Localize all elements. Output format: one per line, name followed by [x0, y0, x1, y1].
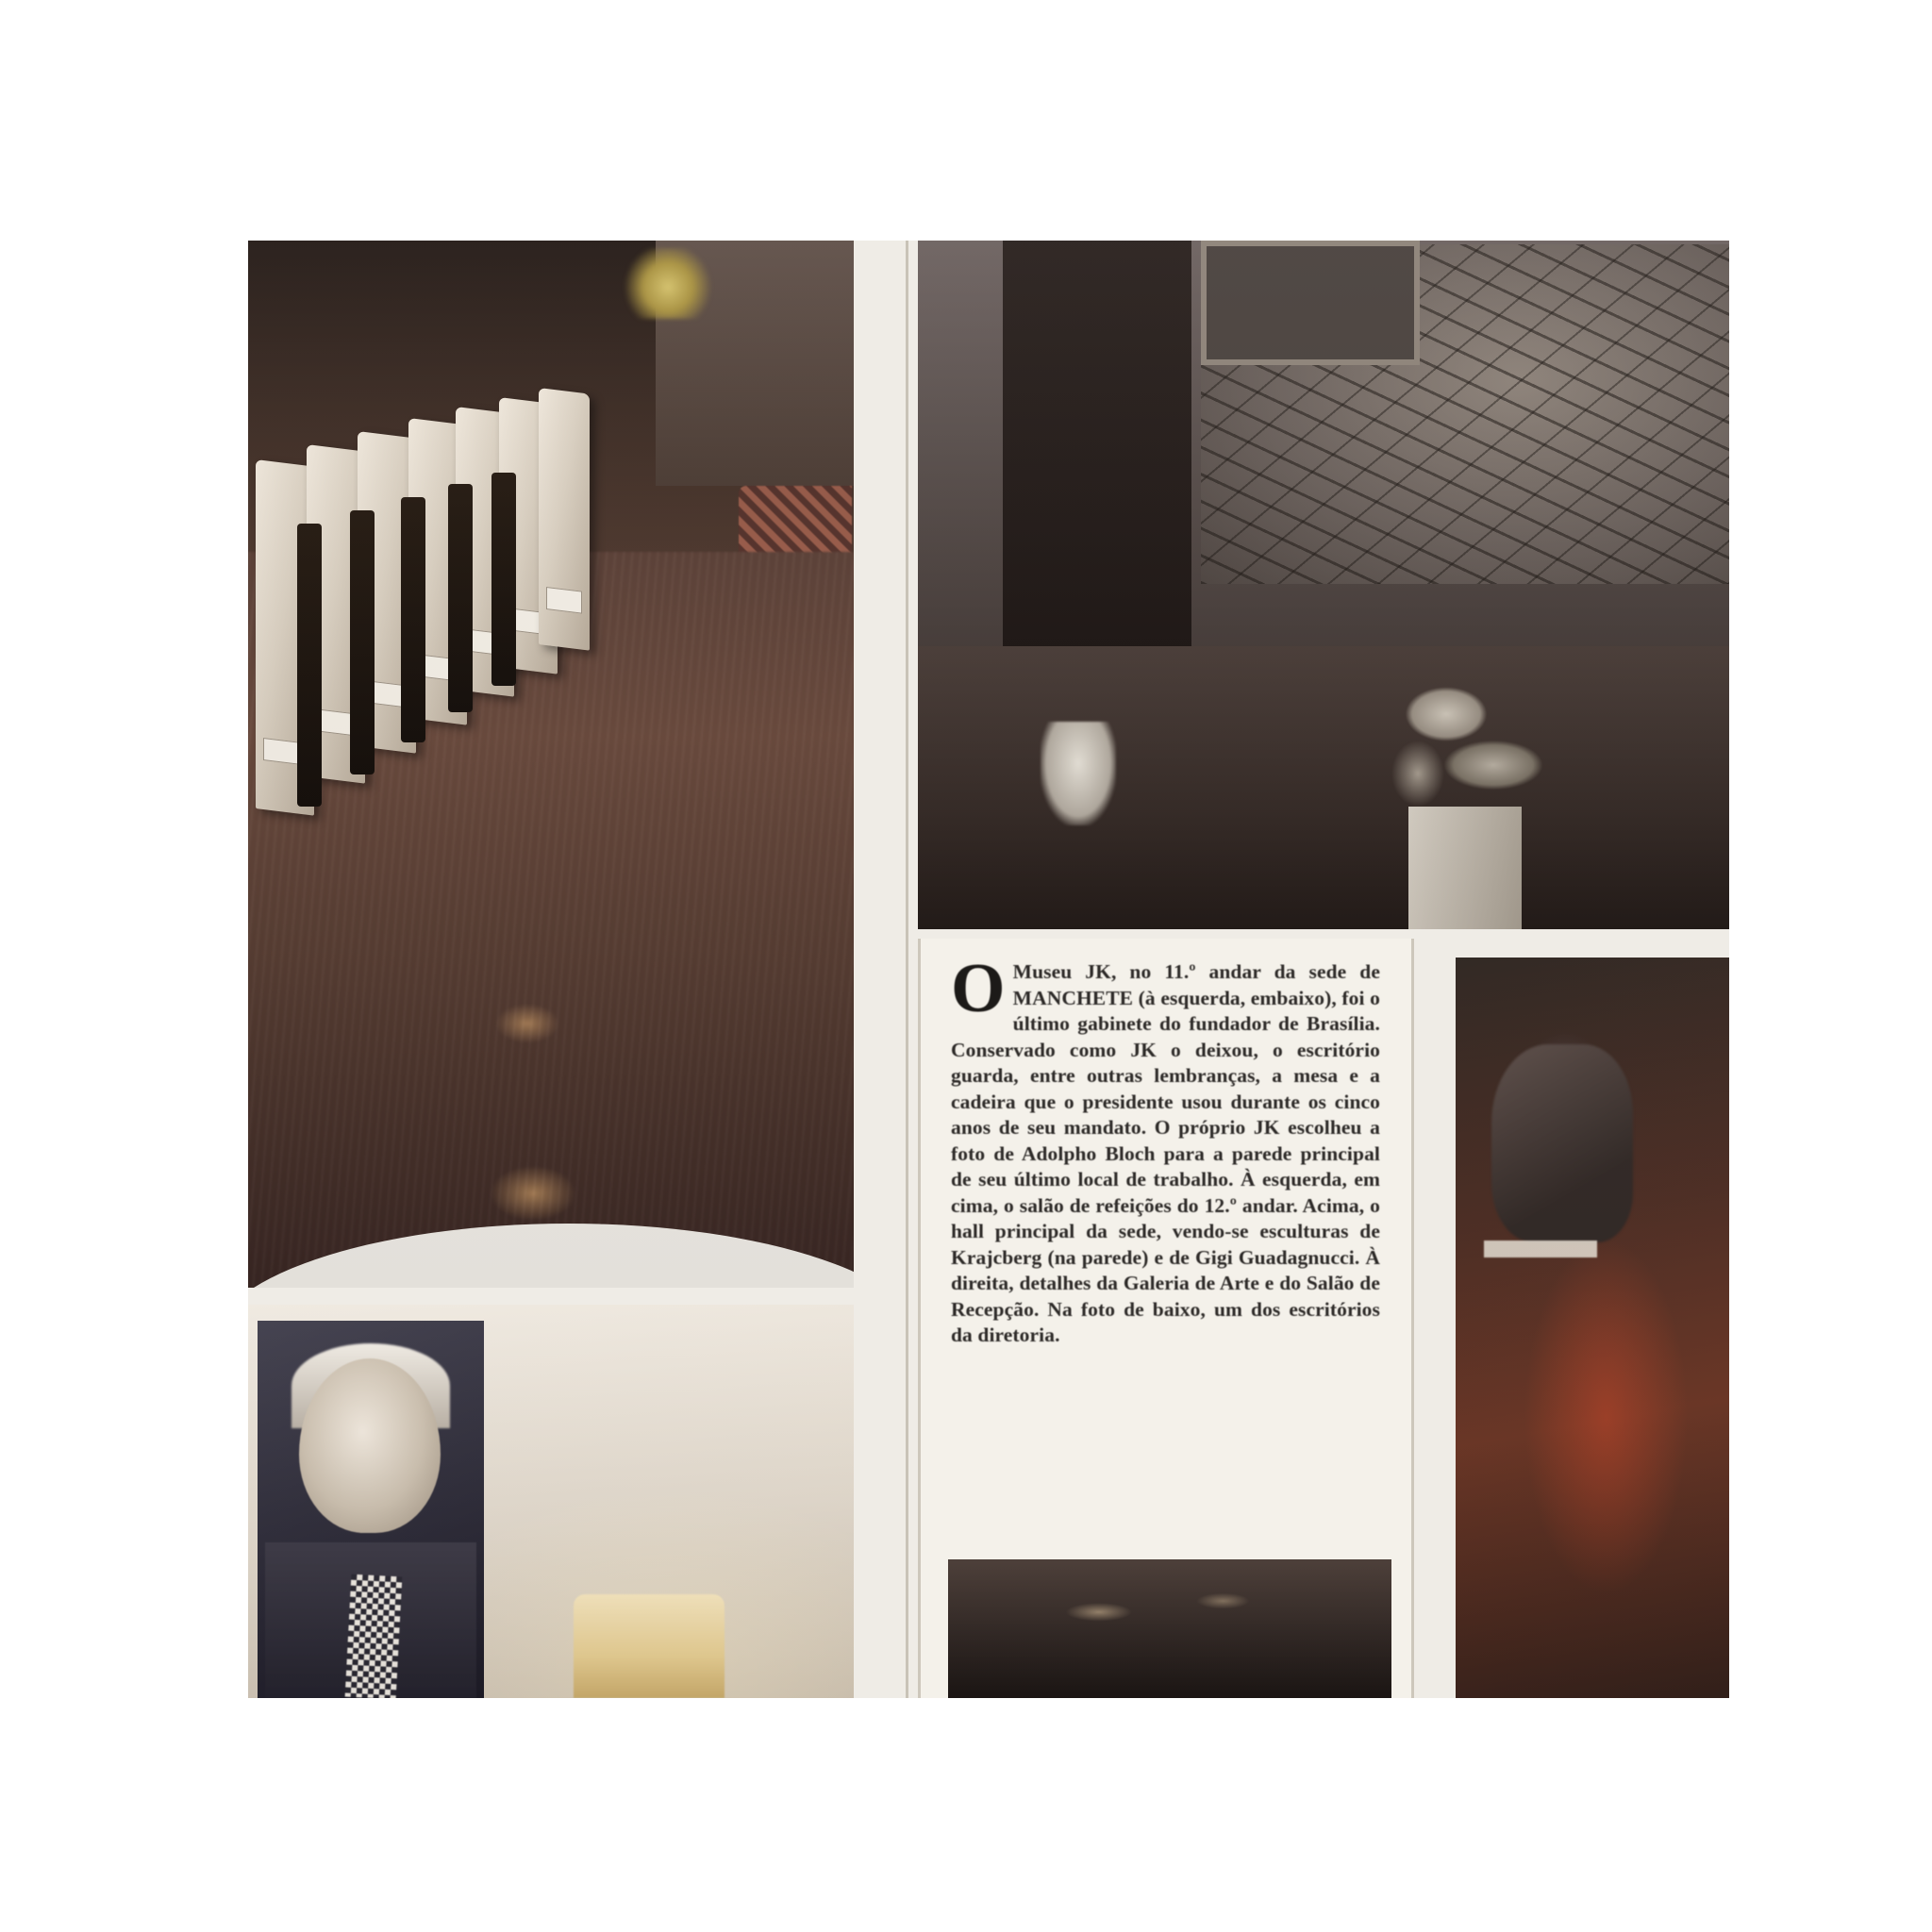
- caption-dropcap: O: [951, 950, 1006, 1027]
- caption-block: [951, 950, 1380, 1349]
- chair-shadow: [401, 497, 425, 742]
- gallery-artwork: [1491, 1044, 1633, 1242]
- caption-text: Museu JK, no 11.º andar da sede de MANCHETE (à esquerda, embaixo), foi o último gabinete do fundador de Brasília. Conservado como JK o deixou, o escritório guarda, entre outras lembranças, a mesa e a cadeira que o presidente usou durante os cinco anos de seu mandato. O próprio JK escolheu a foto de Adolpho Bloch para a parede principal de seu último local de trabalho. À esquerda, em cima, o salão de refeições do 12.º andar. Acima, o hall principal da sede, vendo-se esculturas de Krajcberg (na parede) e de Gigi Guadagnucci. À direita, detalhes da Galeria de Arte e do Salão de Recepção. Na foto de baixo, um dos escritórios da diretoria.: [951, 960, 1380, 1346]
- hall-light-reflection: [1041, 722, 1116, 825]
- office-strip-photo: [948, 1559, 1391, 1698]
- flower-arrangement: [621, 248, 715, 319]
- chair-shadow: [491, 473, 516, 686]
- chair: [539, 388, 590, 651]
- chair-shadow: [297, 524, 322, 807]
- magazine-spread: [248, 241, 1729, 1698]
- hall-floor: [918, 646, 1729, 929]
- gallery-label-strip: [1484, 1241, 1597, 1257]
- chair-shadow: [350, 510, 375, 774]
- main-hall-photo: [918, 241, 1729, 929]
- guadagnucci-sculpture: [1371, 646, 1559, 816]
- framed-picture: [1201, 241, 1420, 365]
- portrait-tie: [345, 1574, 403, 1698]
- art-gallery-photo: [1456, 958, 1729, 1698]
- scan-overlay: [948, 1559, 1391, 1698]
- gutter-rule: [906, 241, 908, 1698]
- table-lamp: [574, 1594, 724, 1698]
- portrait-photo: [258, 1321, 484, 1698]
- chair-shadow: [448, 484, 473, 712]
- dining-hall-photo: [248, 241, 854, 1288]
- sculpture-pedestal: [1408, 807, 1522, 929]
